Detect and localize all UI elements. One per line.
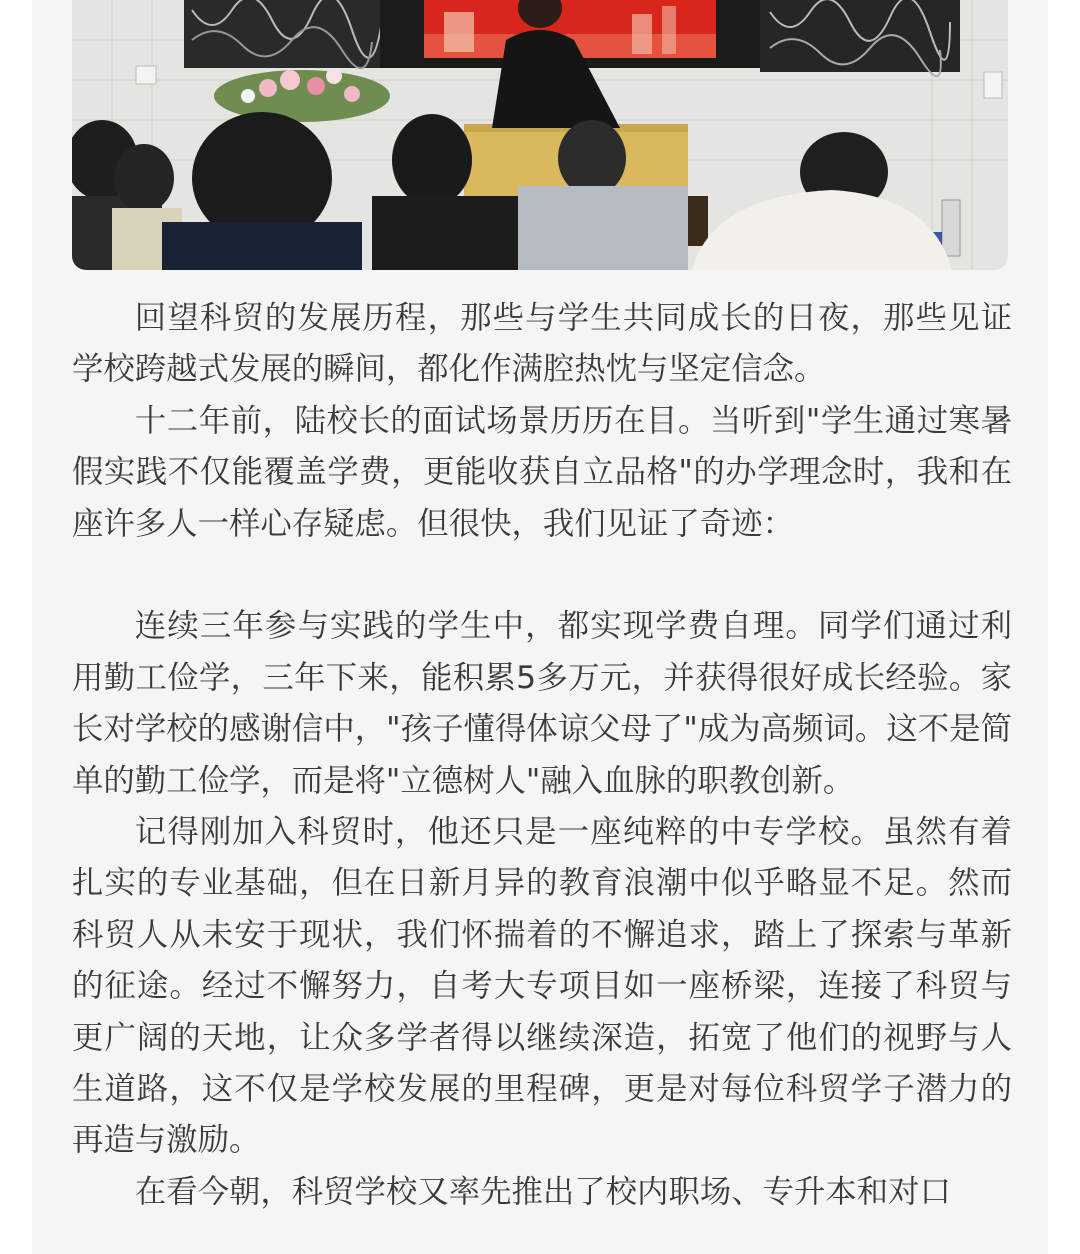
- article-paragraph: 十二年前，陆校长的面试场景历历在目。当听到"学生通过寒暑假实践不仅能覆盖学费，更能收获自立品格"的办学理念时，我和在座许多人一样心存疑虑。但很快，我们见证了奇迹：: [72, 402, 1012, 542]
- meeting-photo-image: [72, 0, 1008, 270]
- paragraph-spacer: [72, 550, 1012, 601]
- article-paragraph: 记得刚加入科贸时，他还只是一座纯粹的中专学校。虽然有着扎实的专业基础，但在日新月异的教育浪潮中似乎略显不足。然而科贸人从未安于现状，我们怀揣着的不懈追求，踏上了探索与革新的征途。经过不懈努力，自考大专项目如一座桥梁，连接了科贸与更广阔的天地，让众多学者得以继续深造，拓宽了他们的视野与人生道路，这不仅是学校发展的里程碑，更是对每位科贸学子潜力的再造与激励。: [72, 814, 1012, 1159]
- article-paragraph: 连续三年参与实践的学生中，都实现学费自理。同学们通过利用勤工俭学，三年下来，能积累5多万元，并获得很好成长经验。家长对学校的感谢信中，"孩子懂得体谅父母了"成为高频词。这不是简单的勤工俭学，而是将"立德树人"融入血脉的职教创新。: [72, 608, 1012, 799]
- article-body: [72, 293, 1012, 1218]
- meeting-photo: [72, 0, 1008, 270]
- article-paragraph: 回望科贸的发展历程，那些与学生共同成长的日夜，那些见证学校跨越式发展的瞬间，都化作满腔热忱与坚定信念。: [72, 300, 1012, 388]
- article-paragraph: 在看今朝，科贸学校又率先推出了校内职场、专升本和对口: [134, 1173, 951, 1210]
- article-page: [32, 0, 1048, 1254]
